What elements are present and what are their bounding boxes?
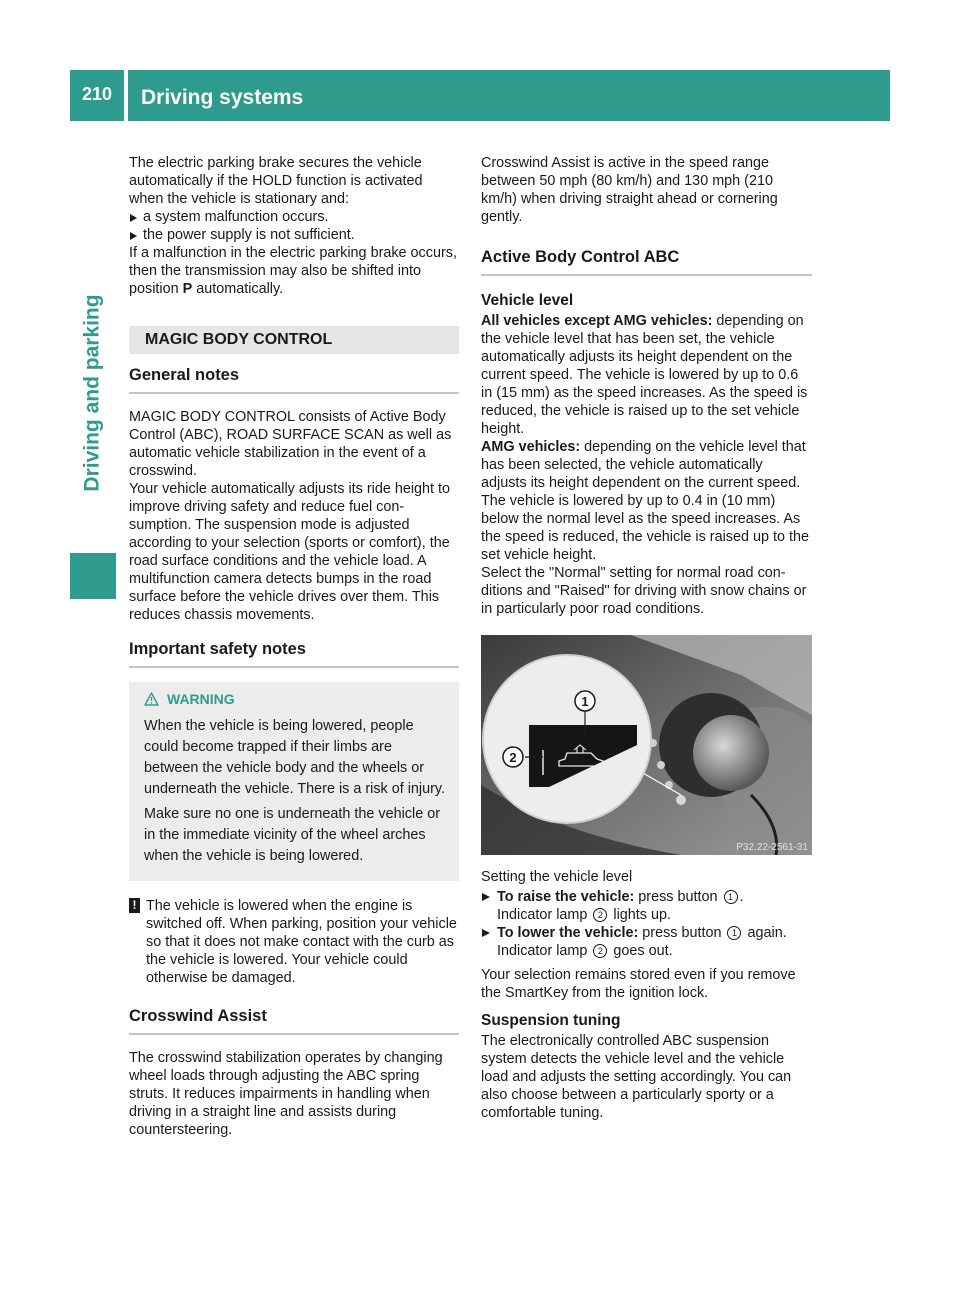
warning-box <box>129 682 459 881</box>
warning-paragraph: When the vehicle is being lowered, people could become trapped if their limbs are between the vehicle body and the wheels or underneath the vehicle. There is a risk of injury. <box>144 718 446 797</box>
section-side-tab-label: Driving and parking <box>81 293 105 492</box>
malfunction-text: If a malfunction in the electric parking brake occurs, then the transmission may also be shifted into position <box>129 245 457 297</box>
all-vehicles-label: All vehicles except AMG vehicles: <box>481 313 713 329</box>
all-vehicles-paragraph <box>481 312 812 438</box>
raise-lamp-text: Indicator lamp <box>497 907 592 923</box>
select-setting-paragraph: Select the "Normal" setting for normal road conditions and "Raised" for driving with snow chains or in particularly poor road conditions. <box>481 565 807 617</box>
section-side-tab <box>70 240 116 545</box>
vehicle-level-button-photo <box>481 635 812 855</box>
malfunction-paragraph <box>129 244 459 298</box>
lower-end: again. <box>743 925 787 941</box>
lower-lamp-end: goes out. <box>609 943 673 959</box>
photo-code: P32.22-2561-31 <box>736 842 808 853</box>
button-1-marker: 1 <box>724 890 738 904</box>
lower-lamp-text: Indicator lamp <box>497 943 592 959</box>
lower-text: press button <box>638 925 726 941</box>
list-item: a system malfunction occurs. <box>129 208 459 226</box>
warning-label: WARNING <box>167 691 235 707</box>
suspension-tuning-heading: Suspension tuning <box>481 1012 621 1029</box>
raise-end: . <box>739 889 744 905</box>
raise-step <box>481 888 812 924</box>
list-item: the power supply is not sufficient. <box>129 226 459 244</box>
amg-text: depending on the vehicle level that has been selected, the vehicle automatically adjusts its height dependent on the current speed. The vehicle is lowered by up to 0.4 in (10 mm) below the normal level as the speed increases. As the speed is reduced, the vehicle is raised up to the set vehicle height. <box>481 439 809 563</box>
vehicle-level-heading: Vehicle level <box>481 292 574 309</box>
warning-triangle-icon <box>144 692 159 706</box>
magic-body-control-heading: MAGIC BODY CONTROL <box>129 326 459 354</box>
parking-brake-intro: The electric parking brake secures the vehicle automatically if the HOLD function is activated when the vehicle is stationary and: <box>129 155 423 207</box>
amg-paragraph <box>481 438 812 564</box>
lower-step <box>481 924 812 960</box>
gear-position-label: P <box>182 281 193 297</box>
left-column <box>129 154 459 1139</box>
amg-label: AMG vehicles: <box>481 439 581 455</box>
lower-label: To lower the vehicle: <box>497 925 639 941</box>
abc-heading: Active Body Control ABC <box>481 248 812 276</box>
stored-selection-paragraph: Your selection remains stored even if you remove the SmartKey from the ignition lock. <box>481 967 796 1001</box>
warning-instruction: Make sure no one is underneath the vehicle or in the immediate vicinity of the wheel arches when the vehicle is being lowered. <box>144 806 440 864</box>
condition-list <box>129 208 459 244</box>
malfunction-text-end: automatically. <box>192 281 284 297</box>
right-column <box>481 154 812 1122</box>
raise-text: press button <box>634 889 722 905</box>
crosswind-paragraph: The crosswind stabilization operates by changing wheel loads through adjusting the ABC spring struts. It reduces impairments in handling when driving in a straight line and assists during countersteering. <box>129 1050 443 1138</box>
general-notes-heading: General notes <box>129 366 459 394</box>
notice-text: The vehicle is lowered when the engine is switched off. When parking, position your vehicle so that it does not make contact with the curb as the vehicle is lowered. Your vehicle could otherwise be damaged. <box>146 898 457 986</box>
lamp-2-marker: 2 <box>593 908 607 922</box>
ride-height-paragraph: Your vehicle automatically adjusts its ride height to improve driving safety and reduce fuel consumption. The suspension mode is adjusted according to your selection (sports or comfort), the road surface conditions and the vehicle load. A multifunction camera detects bumps in the road surface before the vehicle drives over them. This reduces chassis movements. <box>129 481 451 623</box>
crosswind-heading: Crosswind Assist <box>129 1007 459 1035</box>
suspension-tuning-paragraph: The electronically controlled ABC suspension system detects the vehicle level and the vehicle load and adjusts the setting accordingly. You can also choose between a particularly sporty or a comfortable tuning. <box>481 1033 792 1121</box>
crosswind-range-paragraph: Crosswind Assist is active in the speed range between 50 mph (80 km/h) and 130 mph (210 km/h) when driving straight ahead or cornering gently. <box>481 155 778 225</box>
raise-lamp-end: lights up. <box>609 907 671 923</box>
lamp-2-marker: 2 <box>593 944 607 958</box>
all-vehicles-text: depending on the vehicle level that has been set, the vehicle automatically adjusts its height dependent on the current speed. The vehicle is lowered by up to 0.6 in (15 mm) as the speed increases. As the speed is reduced, the vehicle is raised up to the set vehicle height. <box>481 313 808 437</box>
setting-caption: Setting the vehicle level <box>481 869 633 885</box>
general-notes-paragraph: MAGIC BODY CONTROL consists of Active Body Control (ABC), ROAD SURFACE SCAN as well as automatic vehicle stabilization in the event of a crosswind. <box>129 409 452 479</box>
steps-list <box>481 888 812 960</box>
exclamation-icon: ! <box>129 898 140 913</box>
page-number: 210 <box>81 84 113 104</box>
section-marker <box>70 553 116 599</box>
callout-2-label: 2 <box>509 750 517 765</box>
raise-label: To raise the vehicle: <box>497 889 635 905</box>
button-1-marker: 1 <box>727 926 741 940</box>
header-divider <box>124 70 128 121</box>
damage-notice <box>129 897 459 987</box>
page-title: Driving systems <box>141 86 304 109</box>
warning-title <box>144 690 449 708</box>
safety-notes-heading: Important safety notes <box>129 640 459 668</box>
callout-1-label: 1 <box>581 694 589 709</box>
